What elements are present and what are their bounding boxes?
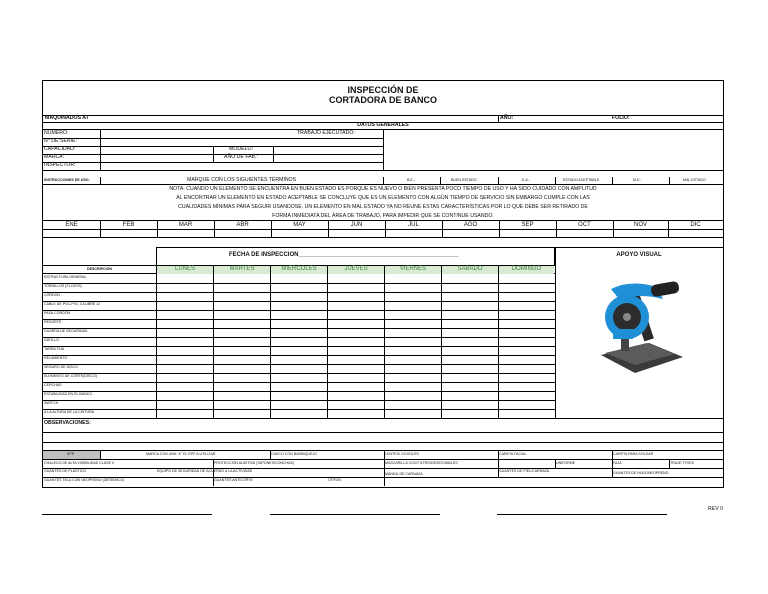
- instructions-row: [43, 177, 723, 185]
- day-lunes: LUNES: [157, 266, 213, 274]
- marca-label: MARCA:: [44, 154, 65, 160]
- section-datos-generales: DATOS GENERALES: [357, 122, 409, 128]
- day-viernes: VIERNES: [385, 266, 441, 274]
- revision-label: REV 0: [708, 506, 723, 512]
- title-line-1: INSPECCIÓN DE: [347, 85, 419, 95]
- apoyo-visual-label: APOYO VISUAL: [616, 252, 662, 258]
- epp-mascarilla: MASCARILLA CON FILTRO/DESECHABLES: [385, 461, 458, 465]
- observaciones-block: [43, 418, 723, 451]
- mark-terms-text: MARQUE CON LOS SIGUIENTES TÉRMINOS: [187, 177, 297, 183]
- item-elemento-corte: ELEMENTO DE CORTE(DISCO): [44, 374, 97, 378]
- months-grid: [43, 221, 723, 238]
- inspector-label: INSPECTOR:: [44, 162, 76, 168]
- epp-instructions: MARCA CON UNA "X" EL EPP A UTILIZAR: [146, 452, 216, 456]
- item-resorte: RESORTE: [44, 320, 62, 324]
- observaciones-label: OBSERVACIONES:: [44, 420, 91, 426]
- day-domingo: DOMINGO: [499, 266, 554, 274]
- inspection-table: [43, 247, 723, 418]
- epp-otros: OTROS:: [328, 478, 342, 482]
- month-sep: SEP: [521, 222, 534, 228]
- item-relamiento: RELAMIENTO: [44, 356, 68, 360]
- note-line-4: FORMA INMEDIATA DEL ÁREA DE TRABAJO, PARA IMPEDIR QUE SE CONTINUE USANDO.: [272, 213, 494, 219]
- day-miercoles: MIERCOLES: [271, 266, 327, 274]
- epp-casco: CASCO CON BARBIQUEJO: [271, 452, 317, 456]
- note-line-1: NOTA: CUANDO UN ELEMENTO SE ENCUENTRA EN BUEN ESTADO ES PORQUE ES NUEVO O BIEN PRESENTA POCO TIEMPO DE USO Y HA SIDO CUIDADO CON AMPLITUD: [169, 186, 597, 192]
- item-guarda: GUARDA DE SEGURIDAD: [44, 329, 88, 333]
- note-line-2: AL ENCONTRAR UN ELEMENTO EN ESTADO ACEPTABLE SE CONCLUYE QUE ES UN ELEMENTO CON ALGÚN TIEMPO DE SERVICIO SIN EMBARGO CUMPLE CON LAS: [176, 195, 590, 201]
- note-block: [43, 185, 723, 221]
- general-fields: [43, 130, 383, 177]
- epp-chaleco: CHALECO DE ALTA VISIBILIDAD CLASE II: [44, 461, 114, 465]
- signature-line-1: [42, 514, 212, 515]
- month-jun: JUN: [350, 222, 363, 228]
- note-line-3: CUALIDADES MÍNIMAS PARA SEGUIR USANDOSE. UN ELEMENTO EN MAL ESTADO YA NO REUNE ESTAS CARACTERÍSTICAS POR LO QUE DEBE SER RETIRADO DE: [178, 204, 588, 210]
- anio-fab-label: AÑO DE FAB.:: [224, 154, 259, 160]
- day-jueves: JUEVES: [328, 266, 384, 274]
- term-be-code: B.E.-: [407, 178, 415, 182]
- item-switch: SWITCH: [44, 401, 59, 405]
- item-pasa-cordon: PASA CORDÓN: [44, 311, 71, 315]
- year-label: AÑO:: [500, 115, 514, 121]
- fecha-inspeccion: FECHA DE INSPECCION________________________________________________: [229, 252, 459, 258]
- title-line-2: CORTADORA DE BANCO: [329, 95, 437, 105]
- epp-careta-soldar: CARETA PARA SOLDAR: [613, 452, 654, 456]
- term-ea-text: ESTADO ACEPTABLE: [563, 178, 600, 182]
- epp-uniforme: UNIFORME: [556, 461, 576, 465]
- item-cordon: CORDÓN: [44, 293, 60, 297]
- item-seguro: SEGURO DE DISCO: [44, 365, 78, 369]
- epp-guantes-plastico: GUANTES DE PLÁSTICO: [44, 469, 87, 473]
- item-cerchas: CERCHAS: [44, 383, 62, 387]
- epp-proteccion-auditiva: PROTECCIÓN AUDITIVA (TAPONES/CONCHAS): [214, 461, 295, 465]
- epp-guantes-hule: GUANTES DE HULE/NEOPRENO: [613, 471, 669, 475]
- company-name: MAQUINADOS AT: [45, 115, 89, 121]
- month-nov: NOV: [633, 222, 647, 228]
- epp-grid: [43, 451, 723, 487]
- month-ene: ENE: [65, 222, 78, 228]
- epp-equipo-actividad: EQUIPO DE SEGURIDAD DE ACUERDO A LA ACTIVIDAD: [157, 469, 253, 473]
- modelo-label: MODELO:: [229, 146, 253, 152]
- numero-label: NUMERO:: [44, 130, 69, 136]
- descripcion-header: DESCRIPCIÓN: [87, 267, 112, 271]
- term-be-text: BUEN ESTADO: [451, 178, 477, 182]
- serie-label: N° DE SERIE:: [44, 138, 77, 144]
- inspection-form: [42, 80, 724, 488]
- item-tarra: TARRA FIJA: [44, 347, 65, 351]
- month-feb: FEB: [122, 222, 135, 228]
- day-sabado: SABADO: [442, 266, 498, 274]
- day-martes: MARTES: [214, 266, 270, 274]
- month-mar: MAR: [178, 222, 193, 228]
- item-estabilidad: ESTABILIDAD EN EL BANCO: [44, 392, 93, 396]
- instructions-label: INSTRUCCIONES DE USO:: [44, 178, 90, 182]
- month-oct: OCT: [578, 222, 591, 228]
- epp-lentes: LENTES/ GOGGLES: [385, 452, 419, 456]
- month-abr: ABR: [236, 222, 249, 228]
- item-gatillo: GATILLO: [44, 338, 59, 342]
- form-title: [43, 85, 723, 105]
- epp-mandil: MANDIL DE CARNAZA: [385, 472, 423, 476]
- term-ea-code: E.A.-: [522, 178, 530, 182]
- epp-label: EPP: [67, 452, 75, 456]
- month-may: MAY: [293, 222, 306, 228]
- item-altura: A LA ALTURA DE LA CINTURA: [44, 410, 95, 414]
- month-dic: DIC: [690, 222, 701, 228]
- term-me-text: MAL ESTADO: [683, 178, 706, 182]
- term-me-code: M.E.-: [633, 178, 642, 182]
- signature-line-2: [270, 514, 440, 515]
- epp-careta-facial: CARETA FACIAL: [499, 452, 527, 456]
- folio-label: FOLIO:: [612, 115, 630, 121]
- month-jul: JUL: [408, 222, 419, 228]
- item-tornillos: TORNILLOS (FLOJOS): [44, 284, 82, 288]
- item-cable: CABLE DE PVC-PVC CALIBRE 12: [44, 302, 101, 306]
- epp-traje-tyvek: TRAJE TYVEK: [670, 461, 695, 465]
- capacidad-label: CAPACIDAD:: [44, 146, 76, 152]
- trabajo-label: TRABAJO EJECUTADO:: [297, 130, 355, 136]
- epp-guantes-tela: GUANTES TELA CON NEOPRENO (DIESEMCO): [44, 478, 125, 482]
- signature-line-3: [497, 514, 667, 515]
- month-ago: AGO: [463, 222, 478, 228]
- epp-guantes-anticorte: GUANTES ANTICORTE: [214, 478, 253, 482]
- epp-faja: FAJA: [613, 461, 622, 465]
- cut-off-saw-image: [591, 277, 687, 377]
- epp-guantes-piel: GUANTES DE PIEL/CARNAZA: [499, 469, 550, 473]
- item-estructura: ESTRUCTURA GENERAL: [44, 275, 87, 279]
